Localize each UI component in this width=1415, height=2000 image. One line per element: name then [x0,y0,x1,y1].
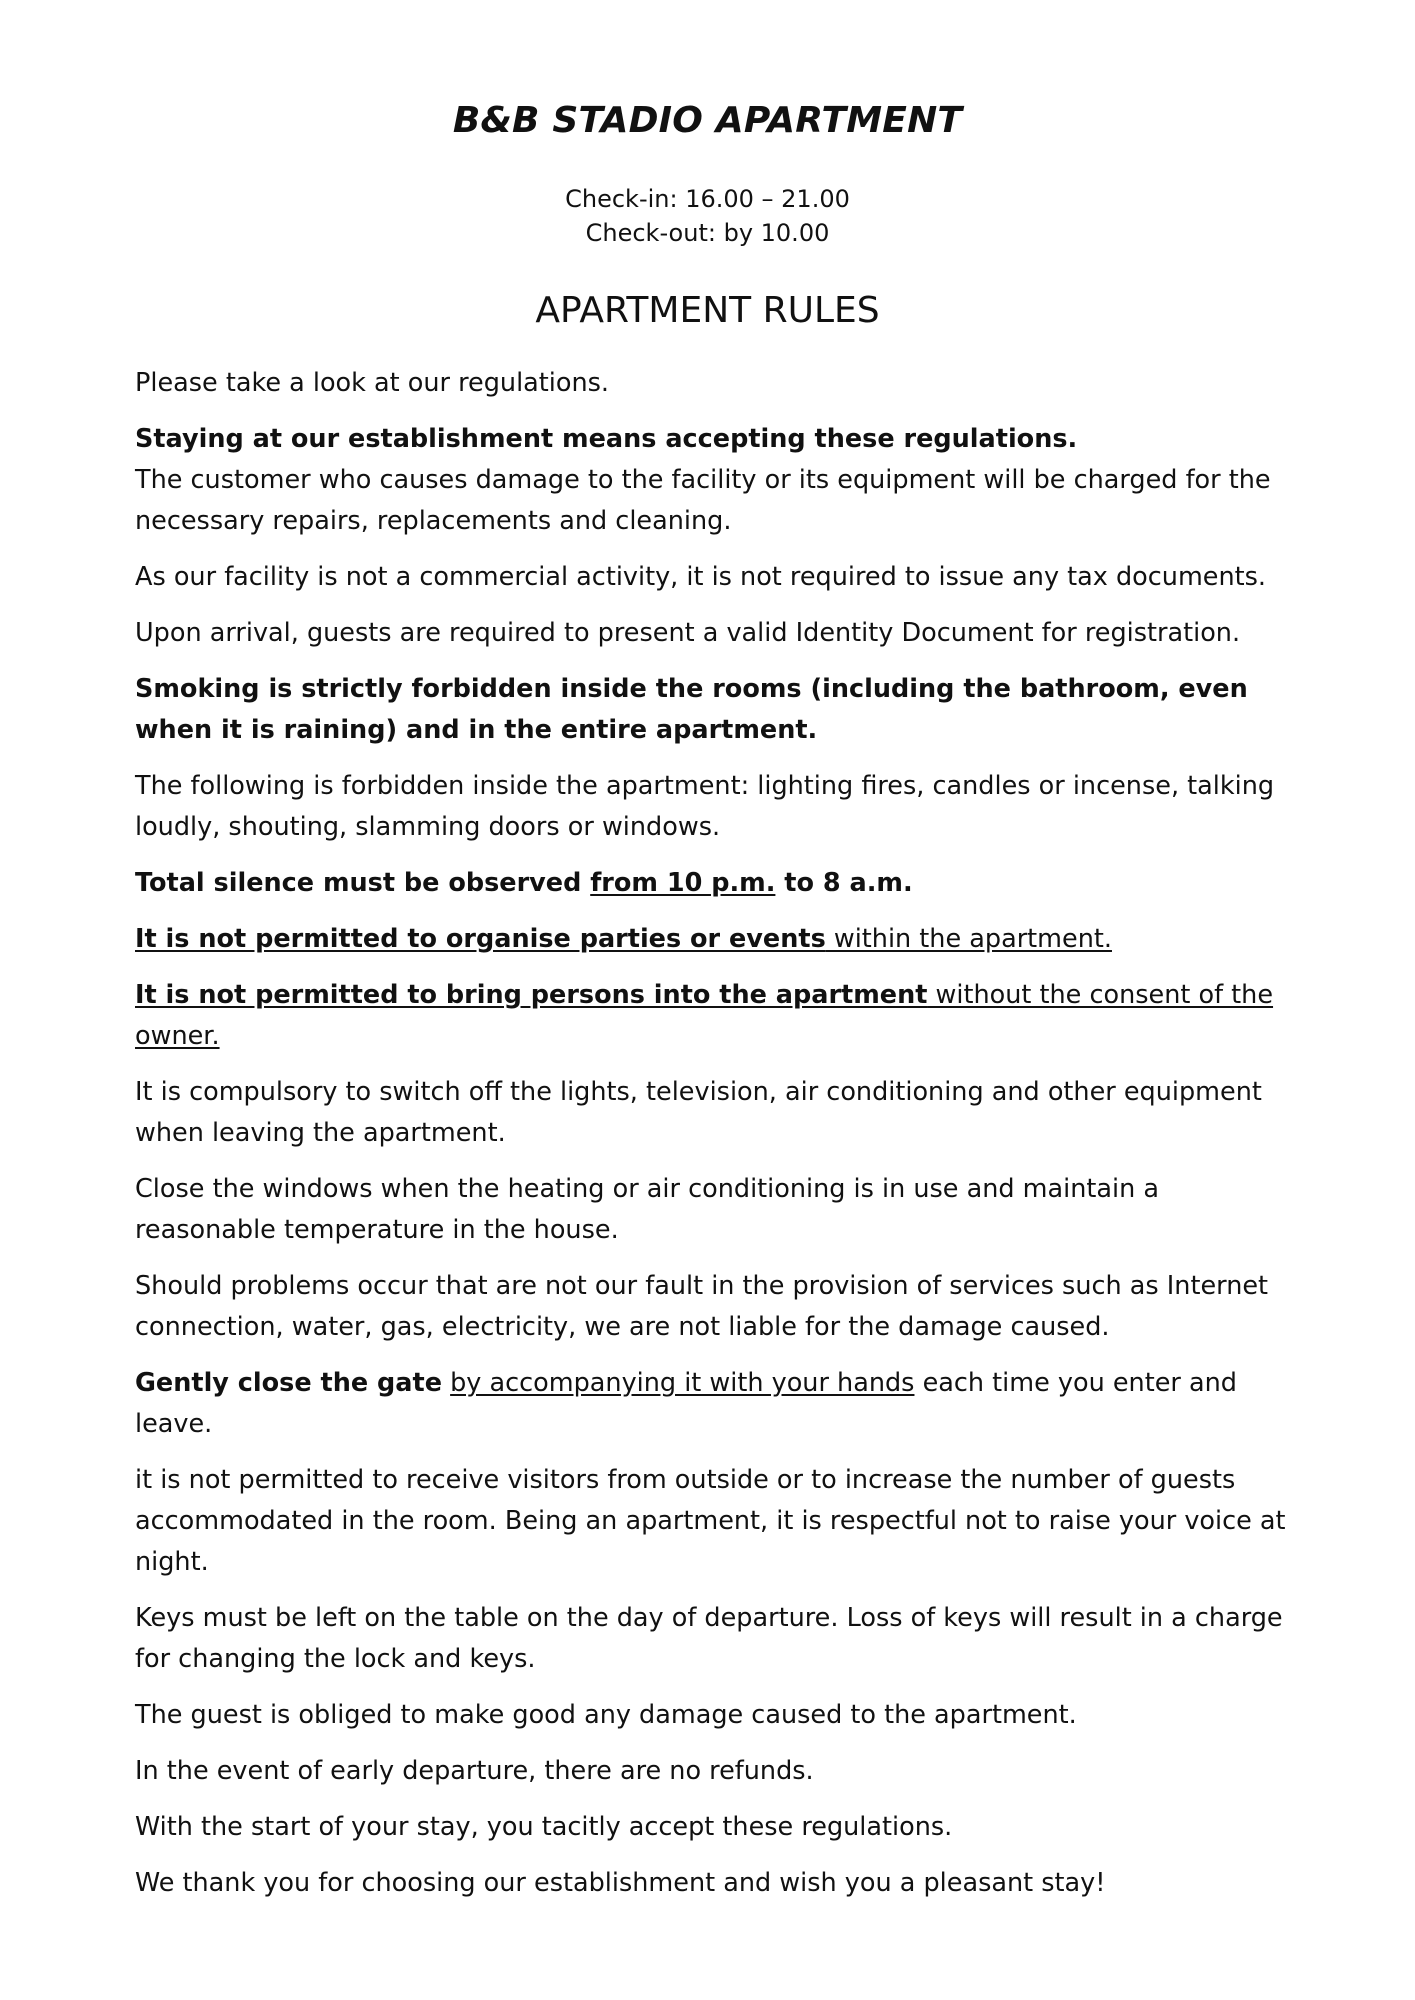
rule-gate-bold: Gently close the gate [135,1368,442,1398]
rule-parties-bold: It is not permitted to organise parties or events [135,924,826,954]
rules-heading: APARTMENT RULES [535,290,880,331]
rule-acceptance-bold: Staying at our establishment means accepting these regulations. [135,424,1078,454]
rule-obliged: The guest is obliged to make good any damage caused to the apartment. [135,1700,1077,1730]
rule-persons-rest: without the consent of the owner. [135,980,1274,1051]
rule-forbidden: The following is forbidden inside the apartment: lighting fires, candles or incense, talking loudly, shouting, slamming doors or windows. [135,771,1275,842]
rule-persons-bold: It is not permitted to bring persons into the apartment [135,980,928,1010]
rule-visitors: it is not permitted to receive visitors from outside or to increase the number of guests accommodated in the room. Being an apartment, it is respectful not to raise your voice at night. [135,1465,1286,1577]
rule-persons [135,975,1295,1057]
rule-intro: Please take a look at our regulations. [135,368,610,398]
rule-windows: Close the windows when the heating or air conditioning is in use and maintain a reasonable temperature in the house. [135,1174,1159,1245]
rule-parties [135,919,1295,960]
rule-refunds: In the event of early departure, there are no refunds. [135,1756,814,1786]
rule-silence [135,863,1295,904]
rule-parties-rest: within the apartment. [825,924,1112,954]
rule-tax: As our facility is not a commercial activity, it is not required to issue any tax documents. [135,562,1267,592]
rule-gate [135,1363,1295,1445]
rule-silence-part1: Total silence must be observed [135,868,591,898]
rule-services: Should problems occur that are not our fault in the provision of services such as Internet connection, water, gas, electricity, we are not liable for the damage caused. [135,1271,1269,1342]
rule-silence-hours: from 10 p.m. [590,868,776,898]
rule-damage-charge: The customer who causes damage to the facility or its equipment will be charged for the necessary repairs, replacements and cleaning. [135,465,1271,536]
check-out-time: Check-out: by 10.00 [585,219,830,247]
rule-smoking: Smoking is strictly forbidden inside the rooms (including the bathroom, even when it is raining) and in the entire apartment. [135,674,1248,745]
rule-identity: Upon arrival, guests are required to present a valid Identity Document for registration. [135,618,1241,648]
rule-keys: Keys must be left on the table on the day of departure. Loss of keys will result in a charge for changing the lock and keys. [135,1603,1283,1674]
rule-gate-underline: by accompanying it with your hands [450,1368,915,1398]
rule-gate-space [442,1368,450,1398]
check-in-time: Check-in: 16.00 – 21.00 [565,185,850,213]
document-title: B&B STADIO APARTMENT [452,100,963,141]
rule-tacit: With the start of your stay, you tacitly accept these regulations. [135,1812,953,1842]
rule-acceptance [135,419,1295,542]
rule-switch-off: It is compulsory to switch off the lights, television, air conditioning and other equipment when leaving the apartment. [135,1077,1262,1148]
rule-thanks: We thank you for choosing our establishment and wish you a pleasant stay! [135,1868,1106,1898]
rule-silence-part3: to 8 a.m. [775,868,913,898]
rules-list [135,363,1295,1919]
rule-gate-rest: each time you enter and leave. [135,1368,1237,1439]
